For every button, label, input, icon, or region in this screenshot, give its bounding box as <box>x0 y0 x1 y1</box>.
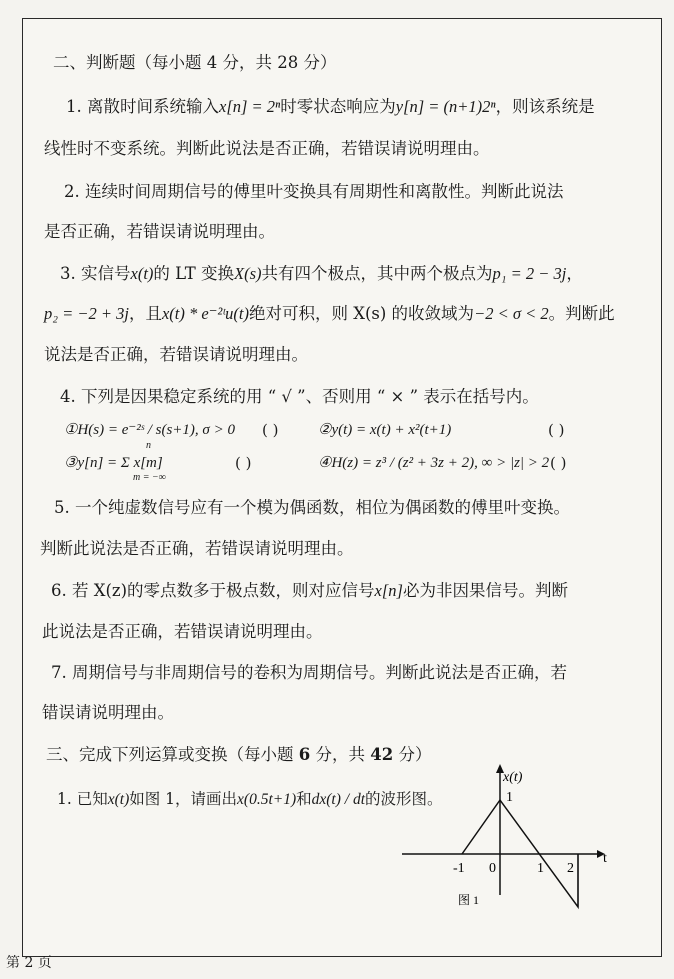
option-4-blank: ( ) <box>550 454 567 472</box>
question-3-line-2: p₂ = −2 + 3j，且x(t) * e⁻²ᵗu(t)绝对可积，则 X(s) 的收敛域为−2 < σ < 2。判断此 <box>44 304 615 323</box>
y-axis-label: x(t) <box>503 770 523 785</box>
question-3-line-3: 说法是否正确，若错误请说明理由。 <box>44 345 308 364</box>
question-7-line-1: 7. 周期信号与非周期信号的卷积为周期信号。判断此说法是否正确，若 <box>51 663 567 682</box>
question-1-line-1: 1. 离散时间系统输入x[n] = 2ⁿ时零状态响应为y[n] = (n+1)2ⁿ，则该系统是 <box>66 97 595 116</box>
section-3-heading: 三、完成下列运算或变换（每小题 6 分，共 42 分） <box>46 745 432 764</box>
tick-0: 0 <box>489 861 496 876</box>
section-2-heading: 二、判断题（每小题 4 分，共 28 分） <box>53 53 337 72</box>
question-5-line-2: 判断此说法是否正确，若错误请说明理由。 <box>40 539 354 558</box>
tick-1: 1 <box>537 861 544 876</box>
question-6-line-2: 此说法是否正确，若错误请说明理由。 <box>42 622 323 641</box>
figure-caption: 图 1 <box>458 893 480 907</box>
option-3-sum-upper: n <box>146 440 151 451</box>
t-axis-label: t <box>603 851 607 866</box>
question-6-line-1: 6. 若 X(z)的零点数多于极点数，则对应信号x[n]必为非因果信号。判断 <box>51 581 568 600</box>
option-4: ④H(z) = z³ / (z² + 3z + 2), ∞ > |z| > 2 <box>318 455 550 471</box>
section-3-question-1: 1. 已知x(t)如图 1，请画出x(0.5t+1)和dx(t) / dt的波形图。 <box>57 790 443 808</box>
option-1: ①H(s) = e⁻²ˢ / s(s+1), σ > 0 <box>64 422 235 438</box>
question-1-line-2: 线性时不变系统。判断此说法是否正确，若错误请说明理由。 <box>44 139 490 158</box>
option-3-blank: ( ) <box>235 454 252 472</box>
question-2-line-2: 是否正确，若错误请说明理由。 <box>44 222 275 241</box>
option-3-sum-lower: m = −∞ <box>133 472 166 483</box>
question-3-line-1: 3. 实信号x(t)的 LT 变换X(s)共有四个极点，其中两个极点为p₁ = 2 − 3j， <box>60 264 583 283</box>
question-4-line-1: 4. 下列是因果稳定系统的用 “ √ ”、否则用 “ × ” 表示在括号内。 <box>60 387 539 406</box>
question-7-line-2: 错误请说明理由。 <box>42 703 174 722</box>
option-2: ②y(t) = x(t) + x²(t+1) <box>318 422 452 438</box>
question-2-line-1: 2. 连续时间周期信号的傅里叶变换具有周期性和离散性。判断此说法 <box>64 182 564 201</box>
option-1-blank: ( ) <box>262 421 279 439</box>
page-number: 第 2 页 <box>6 955 52 971</box>
tick-minus-1: -1 <box>453 861 465 876</box>
tick-2: 2 <box>567 861 574 876</box>
peak-label: 1 <box>506 790 513 805</box>
option-2-blank: ( ) <box>548 421 565 439</box>
question-5-line-1: 5. 一个纯虚数信号应有一个模为偶函数，相位为偶函数的傅里叶变换。 <box>54 498 570 517</box>
option-3: ③y[n] = Σ x[m] <box>64 455 163 471</box>
